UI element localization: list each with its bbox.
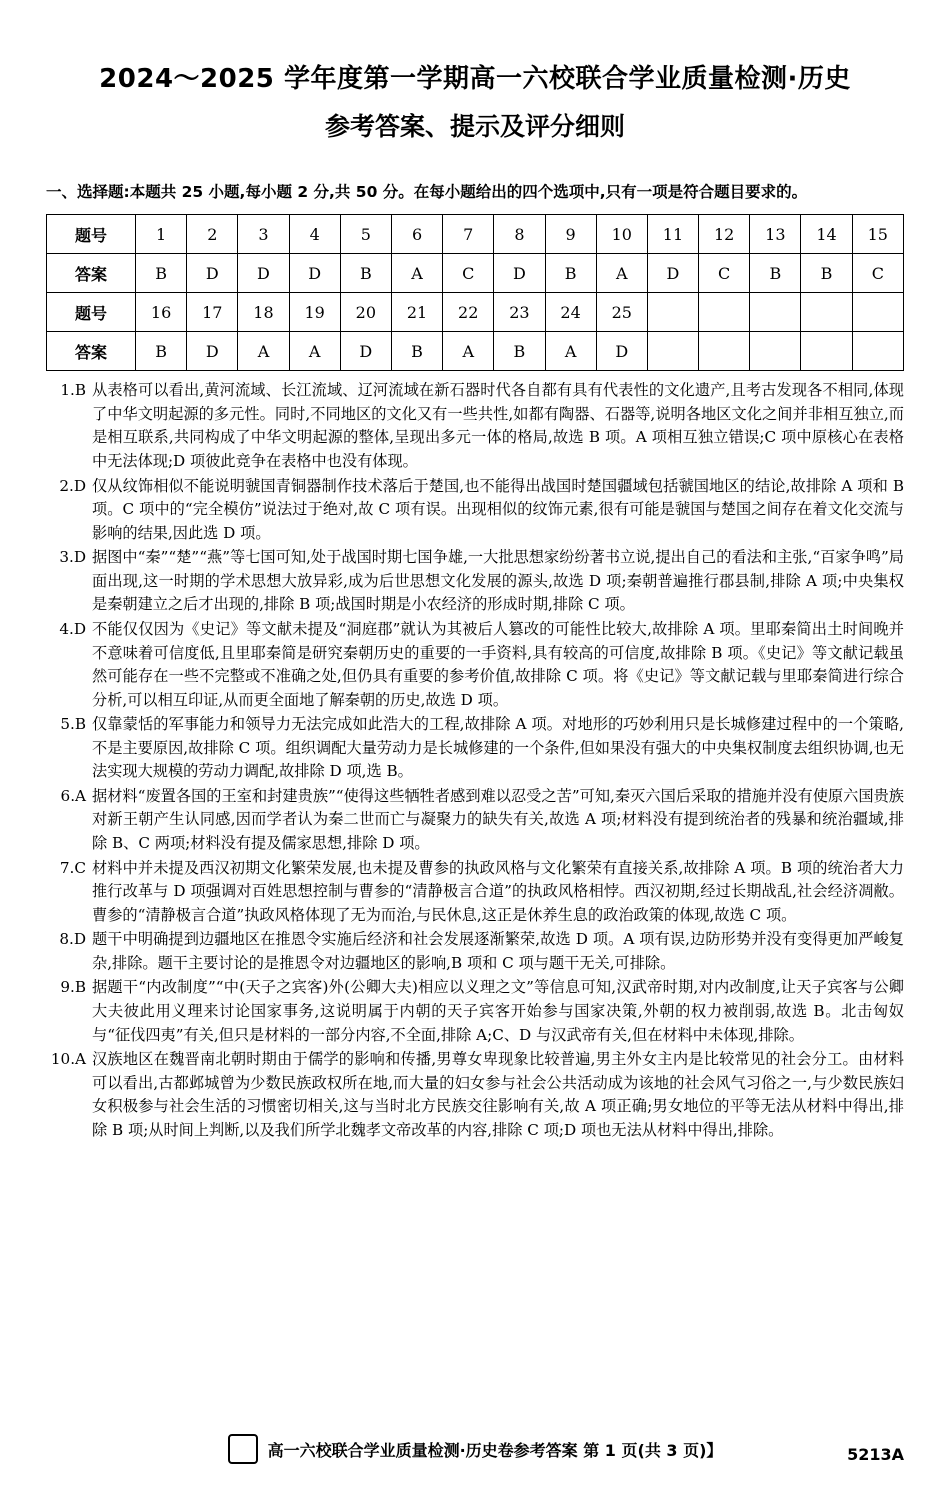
page-footer	[0, 1424, 950, 1464]
table-cell: 15	[852, 215, 903, 254]
table-row-label: 答案	[47, 254, 136, 293]
table-cell: 14	[801, 215, 852, 254]
table-cell: B	[136, 332, 187, 371]
table-cell	[647, 332, 698, 371]
table-row-label: 题号	[47, 293, 136, 332]
explanation-item	[46, 857, 904, 928]
table-cell: A	[391, 254, 442, 293]
explanation-text: 材料中并未提及西汉初期文化繁荣发展,也未提及曹参的执政风格与文化繁荣有直接关系,故排除 A 项。B 项的统治者大力推行改革与 D 项强调对百姓思想控制与曹参的“清静极言合道”的执政风格相悖。西汉初期,经过长期战乱,社会经济凋敝。曹参的“清静极言合道”执政风格体现了无为而治,与民休息,这正是休养生息的政治政策的体现,故选 C 项。	[92, 858, 904, 924]
explanation-item	[46, 546, 904, 617]
table-cell: 4	[289, 215, 340, 254]
table-row	[47, 215, 904, 254]
table-row-label: 题号	[47, 215, 136, 254]
table-cell: 6	[391, 215, 442, 254]
table-cell: 2	[187, 215, 238, 254]
table-cell: D	[494, 254, 545, 293]
explanation-item	[46, 1048, 904, 1142]
footer-inner	[0, 1434, 950, 1464]
explanation-item	[46, 713, 904, 784]
table-row	[47, 254, 904, 293]
table-cell	[647, 293, 698, 332]
table-cell: A	[289, 332, 340, 371]
table-cell: C	[852, 254, 903, 293]
table-cell	[699, 332, 750, 371]
table-cell: 20	[340, 293, 391, 332]
table-cell: A	[238, 332, 289, 371]
table-cell: B	[136, 254, 187, 293]
table-cell: 10	[596, 215, 647, 254]
explanation-number: 7.C	[59, 858, 86, 877]
explanation-text: 题干中明确提到边疆地区在推恩令实施后经济和社会发展逐渐繁荣,故选 D 项。A 项有误,边防形势并没有变得更加严峻复杂,排除。题干主要讨论的是推恩令对边疆地区的影响,B 项和 C 项与题干无关,可排除。	[92, 930, 904, 972]
footer-text: 高一六校联合学业质量检测·历史卷参考答案 第 1 页(共 3 页)】	[267, 1440, 723, 1460]
table-cell	[801, 332, 852, 371]
table-cell: 21	[391, 293, 442, 332]
explanation-text: 据材料“废置各国的王室和封建贵族”“使得这些牺牲者感到难以忍受之苦”可知,秦灭六国后采取的措施并没有使原六国贵族对新王朝产生认同感,因而学者认为秦二世而亡与凝聚力的缺失有关,故选 A 项;材料没有提到统治者的残暴和统治疆域,排除 B、C 两项;材料没有提及儒家思想,排除 D 项。	[92, 786, 904, 853]
table-cell	[699, 293, 750, 332]
explanation-number: 5.B	[60, 715, 86, 734]
table-cell: 19	[289, 293, 340, 332]
table-cell: B	[391, 332, 442, 371]
explanation-text: 汉族地区在魏晋南北朝时期由于儒学的影响和传播,男尊女卑现象比较普遍,男主外女主内是比较常见的社会分工。由材料可以看出,古都邺城曾为少数民族政权所在地,而大量的妇女参与社会公共活动成为该地的社会风气习俗之一,与少数民族妇女积极参与社会生活的习惯密切相关,这与当时北方民族交往影响有关,故 A 项正确;男女地位的平等无法从材料中得出,排除 B 项;从时间上判断,以及我们所学北魏孝文帝改革的内容,排除 C 项;D 项也无法从材料中得出,排除。	[92, 1050, 904, 1139]
table-cell: B	[494, 332, 545, 371]
table-cell: D	[187, 332, 238, 371]
page-title: 2024～2025 学年度第一学期高一六校联合学业质量检测·历史	[99, 64, 851, 94]
footer-center	[0, 1434, 950, 1464]
explanation-text: 据图中“秦”“楚”“燕”等七国可知,处于战国时期七国争雄,一大批思想家纷纷著书立说,提出自己的看法和主张,“百家争鸣”局面出现,这一时期的学术思想大放异彩,成为后世思想文化发展的源头,故选 D 项;秦朝普遍推行郡县制,排除 A 项;中央集权是秦朝建立之后才出现的,排除 B 项;战国时期是小农经济的形成时期,排除 C 项。	[92, 548, 904, 614]
table-cell: 17	[187, 293, 238, 332]
table-cell: 12	[699, 215, 750, 254]
explanations-list	[46, 379, 904, 1142]
explanation-number: 4.D	[59, 619, 86, 638]
table-row	[47, 332, 904, 371]
explanation-item	[46, 475, 904, 546]
table-cell: D	[647, 254, 698, 293]
table-cell: A	[545, 332, 596, 371]
explanation-item	[46, 976, 904, 1047]
table-cell: A	[443, 332, 494, 371]
table-cell	[750, 332, 801, 371]
table-cell: D	[289, 254, 340, 293]
explanation-item	[46, 618, 904, 712]
table-cell: D	[187, 254, 238, 293]
explanation-number: 10.A	[50, 1050, 86, 1069]
table-cell: 22	[443, 293, 494, 332]
table-cell: 18	[238, 293, 289, 332]
table-cell: B	[545, 254, 596, 293]
table-cell: 11	[647, 215, 698, 254]
footer-code: 5213A	[847, 1445, 904, 1464]
table-cell: D	[596, 332, 647, 371]
table-cell: 25	[596, 293, 647, 332]
table-cell: 9	[545, 215, 596, 254]
table-cell: B	[750, 254, 801, 293]
table-cell: 1	[136, 215, 187, 254]
table-cell: 24	[545, 293, 596, 332]
explanation-number: 2.D	[59, 476, 86, 495]
table-cell	[750, 293, 801, 332]
explanation-number: 9.B	[60, 978, 86, 997]
explanation-text: 仅靠蒙恬的军事能力和领导力无法完成如此浩大的工程,故排除 A 项。对地形的巧妙利用只是长城修建过程中的一个策略,不是主要原因,故排除 C 项。组织调配大量劳动力是长城修建的一个条件,但如果没有强大的中央集权制度去组织协调,也无法实现大规模的劳动力调配,故排除 D 项,选 B。	[92, 715, 904, 781]
table-cell: 7	[443, 215, 494, 254]
table-cell: 5	[340, 215, 391, 254]
table-cell	[852, 293, 903, 332]
explanation-item	[46, 928, 904, 975]
table-cell: C	[443, 254, 494, 293]
table-cell: B	[340, 254, 391, 293]
table-cell: 3	[238, 215, 289, 254]
explanation-number: 8.D	[59, 930, 86, 949]
section-heading: 一、选择题:本题共 25 小题,每小题 2 分,共 50 分。在每小题给出的四个选项中,只有一项是符合题目要求的。	[46, 183, 808, 202]
explanation-text: 仅从纹饰相似不能说明虢国青铜器制作技术落后于楚国,也不能得出战国时楚国疆域包括虢国地区的结论,故排除 A 项和 B 项。C 项中的“完全模仿”说法过于绝对,故 C 项有误。出现相似的纹饰元素,很有可能是虢国与楚国之间存在着文化交流与影响的结果,因此选 D 项。	[92, 476, 904, 542]
table-cell: 13	[750, 215, 801, 254]
explanation-item	[46, 785, 904, 856]
table-cell: C	[699, 254, 750, 293]
table-cell: D	[340, 332, 391, 371]
table-cell: B	[801, 254, 852, 293]
table-cell	[852, 332, 903, 371]
table-cell: A	[596, 254, 647, 293]
explanation-number: 3.D	[59, 548, 86, 567]
table-row	[47, 293, 904, 332]
table-row-label: 答案	[47, 332, 136, 371]
page-subtitle: 参考答案、提示及评分细则	[324, 112, 625, 142]
explanation-item	[46, 379, 904, 473]
explanation-number: 1.B	[60, 381, 86, 400]
table-cell: 16	[136, 293, 187, 332]
explanation-text: 从表格可以看出,黄河流域、长江流域、辽河流域在新石器时代各自都有具有代表性的文化遗产,且考古发现各不相同,体现了中华文明起源的多元性。同时,不同地区的文化又有一些共性,如都有陶器、石器等,说明各地区文化之间并非相互独立,而是相互联系,共同构成了中华文明起源的整体,呈现出多元一体的格局,故选 B 项。A 项相互独立错误;C 项中原核心在表格中无法体现;D 项彼此竞争在表格中也没有体现。	[92, 381, 904, 471]
explanation-text: 据题干“内改制度”“中(天子之宾客)外(公卿大夫)相应以义理之文”等信息可知,汉武帝时期,对内改制度,让天子宾客与公卿大夫彼此用义理来讨论国家事务,这说明属于内朝的天子宾客开始参与国家决策,外朝的权力被削弱,故选 B。北击匈奴与“征伐四夷”有关,但只是材料的一部分内容,不全面,排除 A;C、D 与汉武帝有关,但在材料中未体现,排除。	[92, 978, 904, 1044]
publisher-logo-icon	[228, 1434, 258, 1464]
explanation-number: 6.A	[60, 786, 86, 805]
table-cell: 8	[494, 215, 545, 254]
table-cell	[801, 293, 852, 332]
explanation-text: 不能仅仅因为《史记》等文献未提及“洞庭郡”就认为其被后人篡改的可能性比较大,故排除 A 项。里耶秦简出土时间晚并不意味着可信度低,且里耶秦简是研究秦朝历史的重要的一手资料,具有较高的可信度,故排除 B 项。《史记》等文献记载虽然可能存在一些不完整或不准确之处,但仍具有重要的参考价值,故排除 C 项。将《史记》等文献记载与里耶秦简进行综合分析,可以相互印证,从而更全面地了解秦朝的历史,故选 D 项。	[92, 619, 904, 709]
table-cell: D	[238, 254, 289, 293]
table-cell: 23	[494, 293, 545, 332]
answer-table	[46, 214, 904, 371]
title-block	[46, 0, 904, 143]
